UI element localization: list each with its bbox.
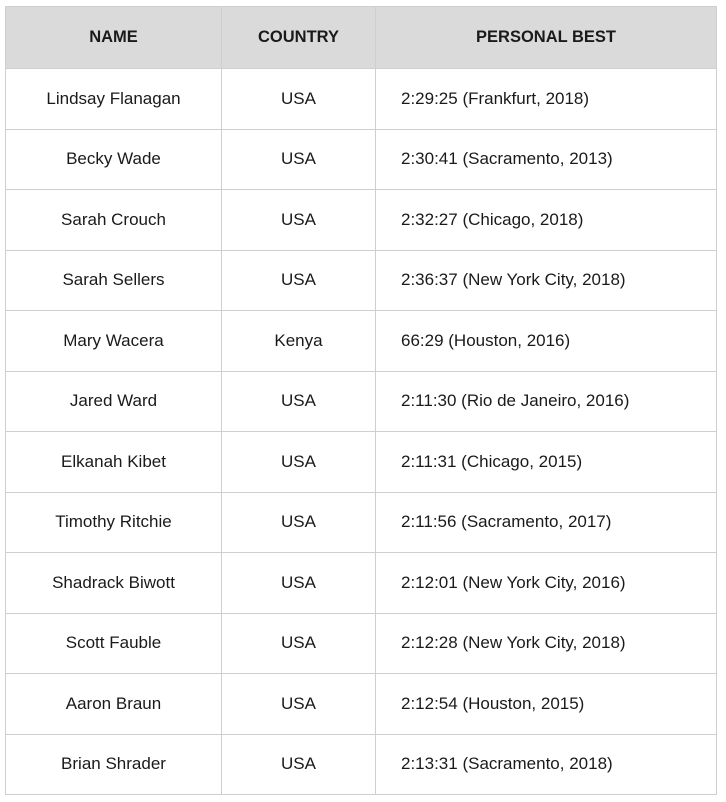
cell-personal-best: 2:11:56 (Sacramento, 2017) [376, 492, 717, 553]
table-row [6, 69, 717, 130]
table-row [6, 734, 717, 795]
cell-personal-best: 2:12:28 (New York City, 2018) [376, 613, 717, 674]
column-header-personal-best: PERSONAL BEST [376, 7, 717, 69]
table-row [6, 674, 717, 735]
cell-personal-best: 2:12:54 (Houston, 2015) [376, 674, 717, 735]
table-row [6, 432, 717, 493]
table-header [6, 7, 717, 69]
cell-name: Jared Ward [6, 371, 222, 432]
table-row [6, 190, 717, 251]
cell-country: USA [222, 69, 376, 130]
cell-country: USA [222, 129, 376, 190]
cell-country: USA [222, 553, 376, 614]
cell-country: USA [222, 734, 376, 795]
cell-personal-best: 2:13:31 (Sacramento, 2018) [376, 734, 717, 795]
table-row [6, 129, 717, 190]
cell-country: Kenya [222, 311, 376, 372]
runners-table [5, 6, 717, 795]
cell-name: Shadrack Biwott [6, 553, 222, 614]
cell-personal-best: 2:11:30 (Rio de Janeiro, 2016) [376, 371, 717, 432]
table-body [6, 69, 717, 795]
cell-country: USA [222, 674, 376, 735]
table-row [6, 311, 717, 372]
cell-country: USA [222, 250, 376, 311]
cell-personal-best: 2:32:27 (Chicago, 2018) [376, 190, 717, 251]
cell-name: Scott Fauble [6, 613, 222, 674]
runners-table-container [5, 6, 717, 795]
cell-name: Elkanah Kibet [6, 432, 222, 493]
cell-personal-best: 2:30:41 (Sacramento, 2013) [376, 129, 717, 190]
table-row [6, 250, 717, 311]
table-row [6, 553, 717, 614]
cell-country: USA [222, 371, 376, 432]
cell-country: USA [222, 190, 376, 251]
cell-country: USA [222, 613, 376, 674]
header-row [6, 7, 717, 69]
cell-personal-best: 2:36:37 (New York City, 2018) [376, 250, 717, 311]
table-row [6, 492, 717, 553]
cell-name: Mary Wacera [6, 311, 222, 372]
cell-name: Aaron Braun [6, 674, 222, 735]
cell-country: USA [222, 432, 376, 493]
column-header-name: NAME [6, 7, 222, 69]
cell-name: Sarah Crouch [6, 190, 222, 251]
cell-personal-best: 2:12:01 (New York City, 2016) [376, 553, 717, 614]
table-row [6, 371, 717, 432]
cell-personal-best: 2:29:25 (Frankfurt, 2018) [376, 69, 717, 130]
table-row [6, 613, 717, 674]
cell-personal-best: 66:29 (Houston, 2016) [376, 311, 717, 372]
cell-name: Brian Shrader [6, 734, 222, 795]
column-header-country: COUNTRY [222, 7, 376, 69]
cell-name: Sarah Sellers [6, 250, 222, 311]
cell-name: Timothy Ritchie [6, 492, 222, 553]
cell-name: Lindsay Flanagan [6, 69, 222, 130]
cell-country: USA [222, 492, 376, 553]
cell-name: Becky Wade [6, 129, 222, 190]
cell-personal-best: 2:11:31 (Chicago, 2015) [376, 432, 717, 493]
